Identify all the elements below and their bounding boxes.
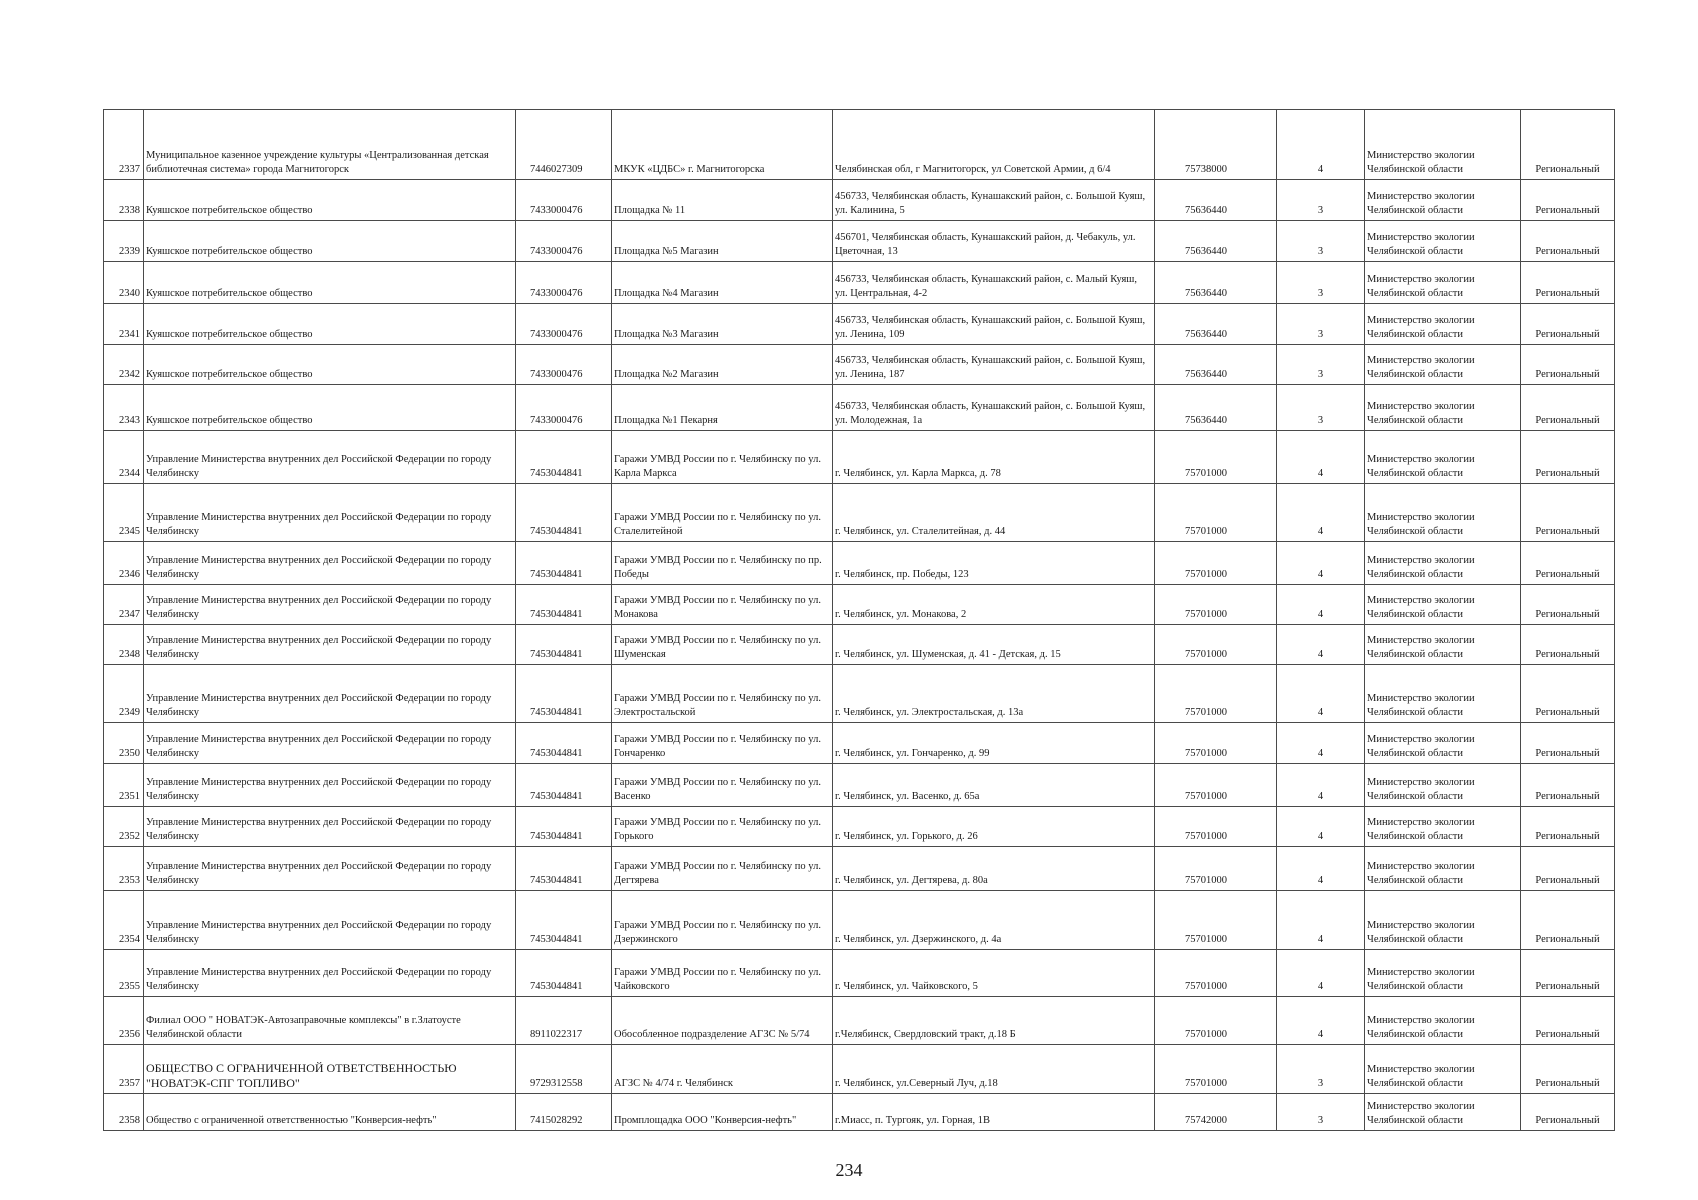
object-name: Гаражи УМВД России по г. Челябинску по ул. Сталелитейной <box>612 484 833 542</box>
oktmo-cell: 75636440 <box>1155 180 1277 221</box>
row-number: 2357 <box>104 1045 144 1094</box>
table-row <box>104 431 1615 484</box>
level-cell: Региональный <box>1521 891 1615 950</box>
organization-name: Управление Министерства внутренних дел Российской Федерации по городу Челябинску <box>144 891 516 950</box>
object-name: Обособленное подразделение АГЗС № 5/74 <box>612 997 833 1045</box>
table-row <box>104 891 1615 950</box>
inn-cell: 7433000476 <box>516 262 612 304</box>
object-name: Гаражи УМВД России по г. Челябинску по ул. Шуменская <box>612 625 833 665</box>
table-row <box>104 484 1615 542</box>
object-address: г. Челябинск, ул. Чайковского, 5 <box>833 950 1155 997</box>
inn-cell: 7453044841 <box>516 665 612 723</box>
row-number: 2353 <box>104 847 144 891</box>
ministry-cell: Министерство экологии Челябинской области <box>1365 997 1521 1045</box>
row-number: 2345 <box>104 484 144 542</box>
table-row <box>104 542 1615 585</box>
ministry-cell: Министерство экологии Челябинской области <box>1365 723 1521 764</box>
ministry-cell: Министерство экологии Челябинской области <box>1365 665 1521 723</box>
oktmo-cell: 75701000 <box>1155 484 1277 542</box>
oktmo-cell: 75636440 <box>1155 304 1277 345</box>
object-address: г. Челябинск, ул. Васенко, д. 65а <box>833 764 1155 807</box>
category-cell: 4 <box>1277 431 1365 484</box>
oktmo-cell: 75701000 <box>1155 807 1277 847</box>
inn-cell: 9729312558 <box>516 1045 612 1094</box>
level-cell: Региональный <box>1521 542 1615 585</box>
ministry-cell: Министерство экологии Челябинской области <box>1365 221 1521 262</box>
oktmo-cell: 75636440 <box>1155 221 1277 262</box>
ministry-cell: Министерство экологии Челябинской области <box>1365 110 1521 180</box>
table-row <box>104 345 1615 385</box>
row-number: 2346 <box>104 542 144 585</box>
level-cell: Региональный <box>1521 262 1615 304</box>
inn-cell: 7453044841 <box>516 625 612 665</box>
row-number: 2338 <box>104 180 144 221</box>
ministry-cell: Министерство экологии Челябинской области <box>1365 1094 1521 1131</box>
inn-cell: 7446027309 <box>516 110 612 180</box>
object-address: г. Челябинск, ул. Монакова, 2 <box>833 585 1155 625</box>
object-name: Гаражи УМВД России по г. Челябинску по ул. Гончаренко <box>612 723 833 764</box>
category-cell: 4 <box>1277 665 1365 723</box>
row-number: 2354 <box>104 891 144 950</box>
object-name: АГЗС № 4/74 г. Челябинск <box>612 1045 833 1094</box>
organization-name: Управление Министерства внутренних дел Российской Федерации по городу Челябинску <box>144 764 516 807</box>
oktmo-cell: 75701000 <box>1155 764 1277 807</box>
category-cell: 4 <box>1277 542 1365 585</box>
category-cell: 3 <box>1277 385 1365 431</box>
object-address: г. Челябинск, ул. Дзержинского, д. 4а <box>833 891 1155 950</box>
ministry-cell: Министерство экологии Челябинской области <box>1365 180 1521 221</box>
row-number: 2337 <box>104 110 144 180</box>
level-cell: Региональный <box>1521 807 1615 847</box>
object-address: 456733, Челябинская область, Кунашакский район, с. Большой Куяш, ул. Молодежная, 1а <box>833 385 1155 431</box>
row-number: 2344 <box>104 431 144 484</box>
oktmo-cell: 75701000 <box>1155 542 1277 585</box>
object-name: Площадка №2 Магазин <box>612 345 833 385</box>
row-number: 2356 <box>104 997 144 1045</box>
inn-cell: 7453044841 <box>516 542 612 585</box>
oktmo-cell: 75701000 <box>1155 585 1277 625</box>
organization-name: Куяшское потребительское общество <box>144 221 516 262</box>
row-number: 2350 <box>104 723 144 764</box>
row-number: 2351 <box>104 764 144 807</box>
row-number: 2352 <box>104 807 144 847</box>
table-row <box>104 807 1615 847</box>
category-cell: 4 <box>1277 110 1365 180</box>
organization-name: Куяшское потребительское общество <box>144 262 516 304</box>
organization-name: Управление Министерства внутренних дел Российской Федерации по городу Челябинску <box>144 847 516 891</box>
object-address: г. Челябинск, ул. Сталелитейная, д. 44 <box>833 484 1155 542</box>
level-cell: Региональный <box>1521 221 1615 262</box>
inn-cell: 7433000476 <box>516 345 612 385</box>
object-name: Промплощадка ООО "Конверсия-нефть" <box>612 1094 833 1131</box>
category-cell: 4 <box>1277 625 1365 665</box>
level-cell: Региональный <box>1521 847 1615 891</box>
object-address: 456701, Челябинская область, Кунашакский район, д. Чебакуль, ул. Цветочная, 13 <box>833 221 1155 262</box>
category-cell: 3 <box>1277 262 1365 304</box>
organization-name: Управление Министерства внутренних дел Российской Федерации по городу Челябинску <box>144 807 516 847</box>
organization-name: Филиал ООО " НОВАТЭК-Автозаправочные комплексы" в г.Златоусте Челябинской области <box>144 997 516 1045</box>
ministry-cell: Министерство экологии Челябинской области <box>1365 585 1521 625</box>
oktmo-cell: 75701000 <box>1155 723 1277 764</box>
level-cell: Региональный <box>1521 997 1615 1045</box>
ministry-cell: Министерство экологии Челябинской области <box>1365 262 1521 304</box>
organization-name: Управление Министерства внутренних дел Российской Федерации по городу Челябинску <box>144 625 516 665</box>
table-row <box>104 997 1615 1045</box>
organization-name: Управление Министерства внутренних дел Российской Федерации по городу Челябинску <box>144 431 516 484</box>
level-cell: Региональный <box>1521 304 1615 345</box>
ministry-cell: Министерство экологии Челябинской области <box>1365 1045 1521 1094</box>
category-cell: 4 <box>1277 723 1365 764</box>
level-cell: Региональный <box>1521 110 1615 180</box>
oktmo-cell: 75701000 <box>1155 997 1277 1045</box>
oktmo-cell: 75701000 <box>1155 665 1277 723</box>
object-name: Площадка №5 Магазин <box>612 221 833 262</box>
object-name: Площадка № 11 <box>612 180 833 221</box>
object-name: Гаражи УМВД России по г. Челябинску по ул. Чайковского <box>612 950 833 997</box>
table-row <box>104 221 1615 262</box>
object-name: Гаражи УМВД России по г. Челябинску по ул. Дзержинского <box>612 891 833 950</box>
ministry-cell: Министерство экологии Челябинской области <box>1365 891 1521 950</box>
ministry-cell: Министерство экологии Челябинской области <box>1365 807 1521 847</box>
table-row <box>104 847 1615 891</box>
object-name: Гаражи УМВД России по г. Челябинску по ул. Васенко <box>612 764 833 807</box>
row-number: 2342 <box>104 345 144 385</box>
inn-cell: 7453044841 <box>516 950 612 997</box>
object-name: Площадка №4 Магазин <box>612 262 833 304</box>
category-cell: 3 <box>1277 1045 1365 1094</box>
object-address: г.Челябинск, Свердловский тракт, д.18 Б <box>833 997 1155 1045</box>
object-name: МКУК «ЦДБС» г. Магнитогорска <box>612 110 833 180</box>
object-name: Гаражи УМВД России по г. Челябинску по ул. Горького <box>612 807 833 847</box>
organization-name: Общество с ограниченной ответственностью "Конверсия-нефть" <box>144 1094 516 1131</box>
oktmo-cell: 75701000 <box>1155 1045 1277 1094</box>
table-row <box>104 262 1615 304</box>
organization-name: Управление Министерства внутренних дел Российской Федерации по городу Челябинску <box>144 665 516 723</box>
category-cell: 4 <box>1277 585 1365 625</box>
ministry-cell: Министерство экологии Челябинской области <box>1365 764 1521 807</box>
ministry-cell: Министерство экологии Челябинской области <box>1365 484 1521 542</box>
object-address: г. Челябинск, ул. Карла Маркса, д. 78 <box>833 431 1155 484</box>
oktmo-cell: 75742000 <box>1155 1094 1277 1131</box>
table-row <box>104 585 1615 625</box>
table-row <box>104 764 1615 807</box>
registry-table-container <box>103 109 1614 1131</box>
category-cell: 4 <box>1277 997 1365 1045</box>
row-number: 2340 <box>104 262 144 304</box>
level-cell: Региональный <box>1521 665 1615 723</box>
table-row <box>104 385 1615 431</box>
object-address: г. Челябинск, пр. Победы, 123 <box>833 542 1155 585</box>
object-name: Гаражи УМВД России по г. Челябинску по ул. Дегтярева <box>612 847 833 891</box>
category-cell: 4 <box>1277 950 1365 997</box>
category-cell: 3 <box>1277 221 1365 262</box>
object-address: г. Челябинск, ул. Гончаренко, д. 99 <box>833 723 1155 764</box>
organization-name: Управление Министерства внутренних дел Российской Федерации по городу Челябинску <box>144 950 516 997</box>
object-name: Площадка №3 Магазин <box>612 304 833 345</box>
inn-cell: 7453044841 <box>516 431 612 484</box>
row-number: 2349 <box>104 665 144 723</box>
oktmo-cell: 75738000 <box>1155 110 1277 180</box>
object-address: г. Челябинск, ул. Шуменская, д. 41 - Детская, д. 15 <box>833 625 1155 665</box>
object-address: г. Челябинск, ул. Дегтярева, д. 80а <box>833 847 1155 891</box>
category-cell: 4 <box>1277 807 1365 847</box>
object-address: г.Миасс, п. Тургояк, ул. Горная, 1В <box>833 1094 1155 1131</box>
oktmo-cell: 75636440 <box>1155 385 1277 431</box>
category-cell: 3 <box>1277 1094 1365 1131</box>
level-cell: Региональный <box>1521 431 1615 484</box>
inn-cell: 7433000476 <box>516 385 612 431</box>
level-cell: Региональный <box>1521 484 1615 542</box>
table-row <box>104 110 1615 180</box>
category-cell: 4 <box>1277 847 1365 891</box>
row-number: 2339 <box>104 221 144 262</box>
organization-name: Управление Министерства внутренних дел Российской Федерации по городу Челябинску <box>144 723 516 764</box>
object-name: Площадка №1 Пекарня <box>612 385 833 431</box>
category-cell: 3 <box>1277 345 1365 385</box>
object-name: Гаражи УМВД России по г. Челябинску по ул. Электростальской <box>612 665 833 723</box>
oktmo-cell: 75636440 <box>1155 345 1277 385</box>
category-cell: 4 <box>1277 891 1365 950</box>
organization-name: Муниципальное казенное учреждение культуры «Централизованная детская библиотечная система» города Магнитогорск <box>144 110 516 180</box>
category-cell: 3 <box>1277 304 1365 345</box>
inn-cell: 7433000476 <box>516 221 612 262</box>
level-cell: Региональный <box>1521 180 1615 221</box>
table-row <box>104 950 1615 997</box>
object-name: Гаражи УМВД России по г. Челябинску по ул. Карла Маркса <box>612 431 833 484</box>
row-number: 2358 <box>104 1094 144 1131</box>
category-cell: 3 <box>1277 180 1365 221</box>
inn-cell: 7453044841 <box>516 484 612 542</box>
table-row <box>104 1045 1615 1094</box>
category-cell: 4 <box>1277 764 1365 807</box>
object-address: г. Челябинск, ул. Электростальская, д. 13а <box>833 665 1155 723</box>
row-number: 2347 <box>104 585 144 625</box>
level-cell: Региональный <box>1521 950 1615 997</box>
ministry-cell: Министерство экологии Челябинской области <box>1365 950 1521 997</box>
oktmo-cell: 75701000 <box>1155 950 1277 997</box>
level-cell: Региональный <box>1521 385 1615 431</box>
category-cell: 4 <box>1277 484 1365 542</box>
level-cell: Региональный <box>1521 764 1615 807</box>
organization-name: ОБЩЕСТВО С ОГРАНИЧЕННОЙ ОТВЕТСТВЕННОСТЬЮ "НОВАТЭК-СПГ ТОПЛИВО" <box>144 1045 516 1094</box>
inn-cell: 7453044841 <box>516 585 612 625</box>
ministry-cell: Министерство экологии Челябинской области <box>1365 847 1521 891</box>
inn-cell: 7453044841 <box>516 891 612 950</box>
inn-cell: 7415028292 <box>516 1094 612 1131</box>
row-number: 2348 <box>104 625 144 665</box>
organization-name: Управление Министерства внутренних дел Российской Федерации по городу Челябинску <box>144 585 516 625</box>
level-cell: Региональный <box>1521 625 1615 665</box>
table-row <box>104 1094 1615 1131</box>
object-address: 456733, Челябинская область, Кунашакский район, с. Большой Куяш, ул. Ленина, 109 <box>833 304 1155 345</box>
table-row <box>104 723 1615 764</box>
organization-name: Куяшское потребительское общество <box>144 385 516 431</box>
oktmo-cell: 75701000 <box>1155 625 1277 665</box>
ministry-cell: Министерство экологии Челябинской области <box>1365 542 1521 585</box>
registry-table <box>103 109 1615 1131</box>
inn-cell: 7433000476 <box>516 180 612 221</box>
ministry-cell: Министерство экологии Челябинской области <box>1365 625 1521 665</box>
inn-cell: 7453044841 <box>516 723 612 764</box>
level-cell: Региональный <box>1521 1094 1615 1131</box>
row-number: 2343 <box>104 385 144 431</box>
inn-cell: 7453044841 <box>516 847 612 891</box>
object-address: г. Челябинск, ул.Северный Луч, д.18 <box>833 1045 1155 1094</box>
object-address: г. Челябинск, ул. Горького, д. 26 <box>833 807 1155 847</box>
organization-name: Куяшское потребительское общество <box>144 304 516 345</box>
table-row <box>104 180 1615 221</box>
level-cell: Региональный <box>1521 585 1615 625</box>
organization-name: Куяшское потребительское общество <box>144 180 516 221</box>
ministry-cell: Министерство экологии Челябинской области <box>1365 345 1521 385</box>
object-name: Гаражи УМВД России по г. Челябинску по пр. Победы <box>612 542 833 585</box>
oktmo-cell: 75701000 <box>1155 431 1277 484</box>
ministry-cell: Министерство экологии Челябинской области <box>1365 304 1521 345</box>
table-row <box>104 625 1615 665</box>
oktmo-cell: 75701000 <box>1155 847 1277 891</box>
page-number: 234 <box>835 1160 863 1180</box>
inn-cell: 7453044841 <box>516 807 612 847</box>
row-number: 2355 <box>104 950 144 997</box>
row-number: 2341 <box>104 304 144 345</box>
organization-name: Куяшское потребительское общество <box>144 345 516 385</box>
ministry-cell: Министерство экологии Челябинской области <box>1365 431 1521 484</box>
inn-cell: 7433000476 <box>516 304 612 345</box>
level-cell: Региональный <box>1521 345 1615 385</box>
object-address: 456733, Челябинская область, Кунашакский район, с. Большой Куяш, ул. Ленина, 187 <box>833 345 1155 385</box>
object-address: 456733, Челябинская область, Кунашакский район, с. Малый Куяш, ул. Центральная, 4-2 <box>833 262 1155 304</box>
object-address: Челябинская обл, г Магнитогорск, ул Советской Армии, д 6/4 <box>833 110 1155 180</box>
inn-cell: 7453044841 <box>516 764 612 807</box>
level-cell: Региональный <box>1521 723 1615 764</box>
object-name: Гаражи УМВД России по г. Челябинску по ул. Монакова <box>612 585 833 625</box>
inn-cell: 8911022317 <box>516 997 612 1045</box>
table-row <box>104 304 1615 345</box>
oktmo-cell: 75701000 <box>1155 891 1277 950</box>
table-body <box>104 110 1615 1131</box>
level-cell: Региональный <box>1521 1045 1615 1094</box>
organization-name: Управление Министерства внутренних дел Российской Федерации по городу Челябинску <box>144 484 516 542</box>
object-address: 456733, Челябинская область, Кунашакский район, с. Большой Куяш, ул. Калинина, 5 <box>833 180 1155 221</box>
table-row <box>104 665 1615 723</box>
organization-name: Управление Министерства внутренних дел Российской Федерации по городу Челябинску <box>144 542 516 585</box>
ministry-cell: Министерство экологии Челябинской области <box>1365 385 1521 431</box>
oktmo-cell: 75636440 <box>1155 262 1277 304</box>
